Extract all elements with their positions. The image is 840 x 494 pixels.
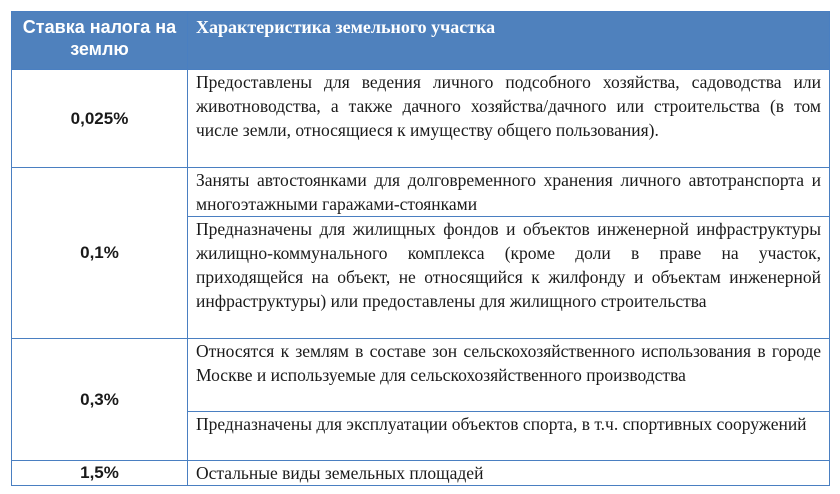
description-cell: Заняты автостоянками для долговременного хранения личного автотранспорта и многоэтажными гаражами-стоянками xyxy=(188,168,830,217)
rate-cell: 0,025% xyxy=(12,70,188,168)
rate-cell: 1,5% xyxy=(12,461,188,486)
description-cell: Предназначены для эксплуатации объектов спорта, в т.ч. спортивных сооружений xyxy=(188,412,830,461)
land-tax-table xyxy=(11,11,830,486)
table-row xyxy=(12,70,830,168)
column-header-description: Характеристика земельного участка xyxy=(188,12,830,70)
table-row xyxy=(12,461,830,486)
description-cell: Предоставлены для ведения личного подсобного хозяйства, садоводства или животноводства, а также дачного хозяйства/дачного или строительства (в том числе земли, относящиеся к имуществу общего пользования). xyxy=(188,70,830,168)
table-header-row xyxy=(12,12,830,70)
column-header-rate: Ставка налога на землю xyxy=(12,12,188,70)
description-cell: Остальные виды земельных площадей xyxy=(188,461,830,486)
table-row xyxy=(12,168,830,217)
table-row xyxy=(12,339,830,412)
rate-cell: 0,3% xyxy=(12,339,188,461)
description-cell: Предназначены для жилищных фондов и объектов инженерной инфраструктуры жилищно-коммунального комплекса (кроме доли в праве на участок, приходящейся на объект, не относящийся к жилфонду и объектам инженерной инфраструктуры) или предоставлены для жилищного строительства xyxy=(188,217,830,339)
description-cell: Относятся к землям в составе зон сельскохозяйственного использования в городе Москве и используемые для сельскохозяйственного производства xyxy=(188,339,830,412)
rate-cell: 0,1% xyxy=(12,168,188,339)
